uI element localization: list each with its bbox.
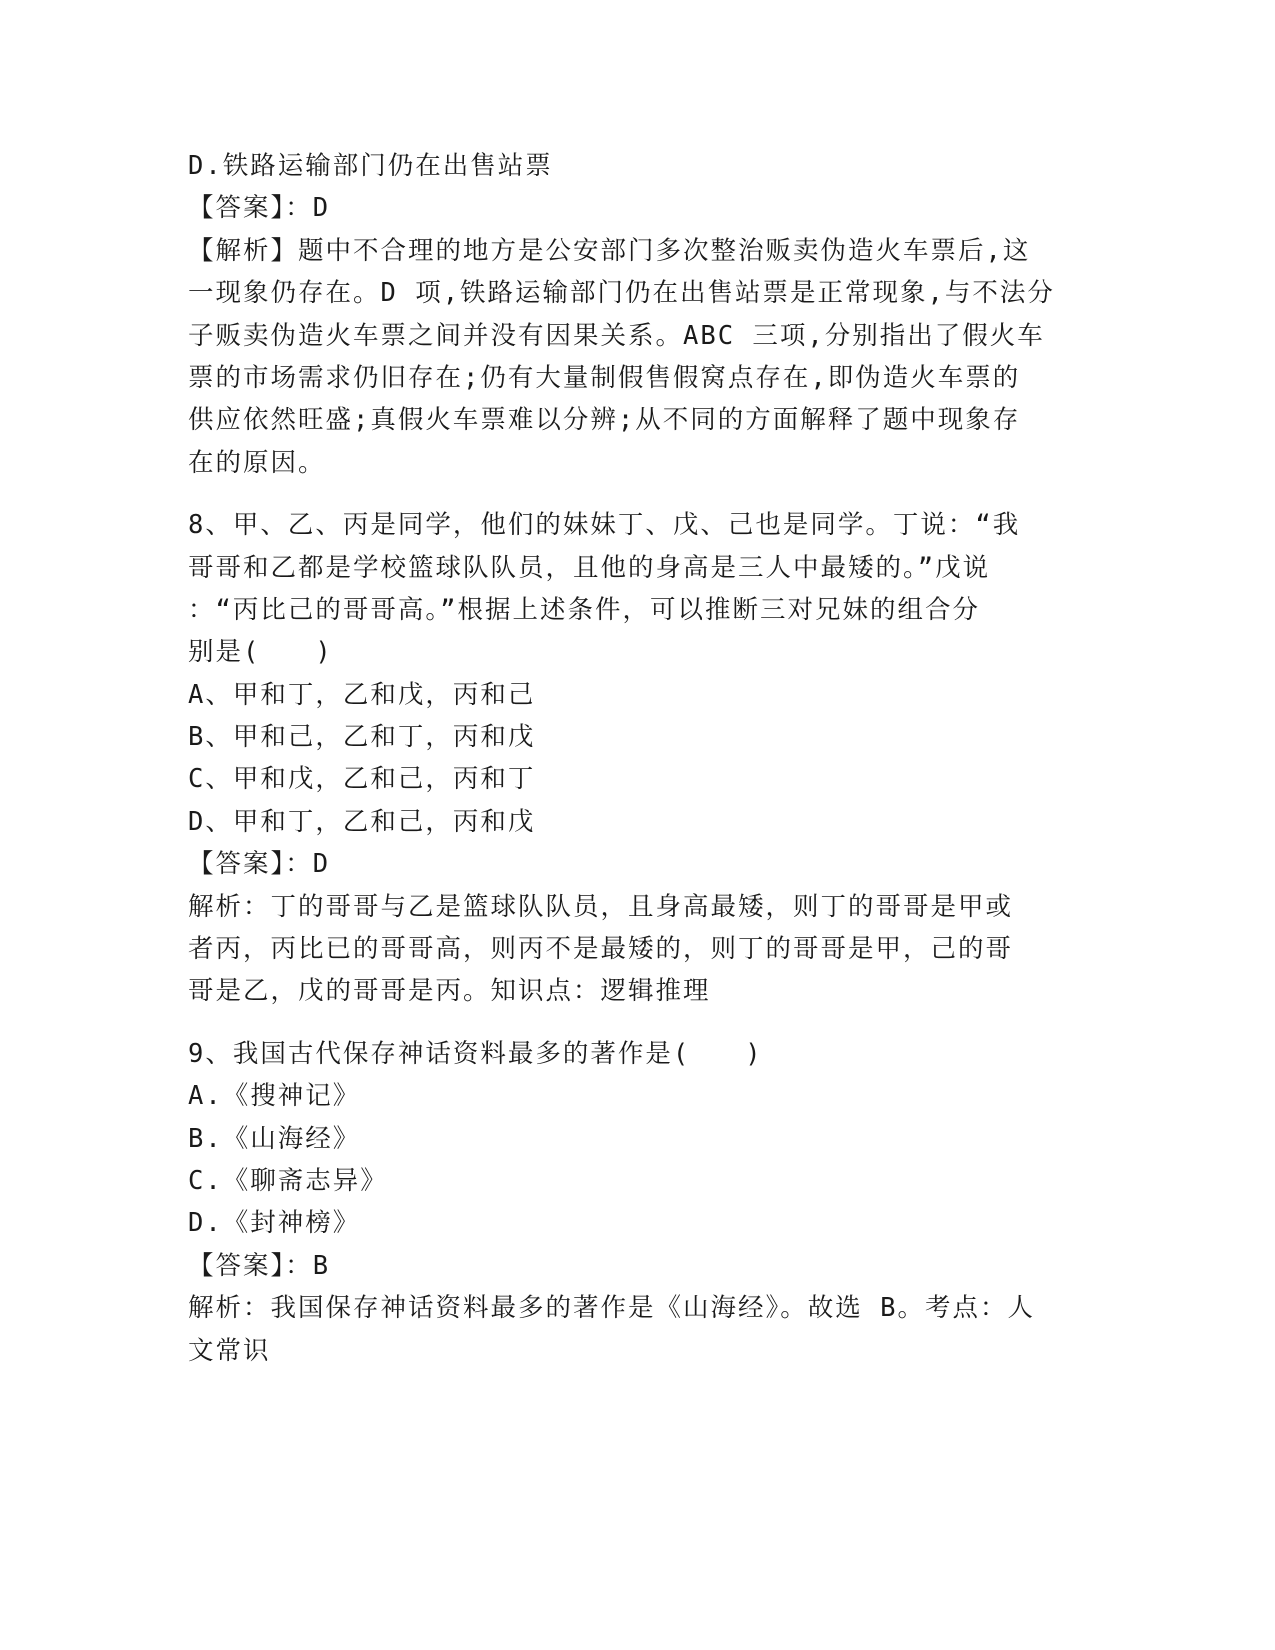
q9-option-b: B.《山海经》 <box>188 1123 361 1154</box>
q9-option-c: C.《聊斋志异》 <box>188 1165 388 1196</box>
q8-option-d: D、甲和丁，乙和己，丙和戊 <box>188 806 536 837</box>
q8-stem-line: 哥哥和乙都是学校篮球队队员，且他的身高是三人中最矮的。”戊说 <box>188 552 991 583</box>
q8-stem-line: 别是( ) <box>188 637 333 668</box>
q7-analysis-line: 在的原因。 <box>188 447 326 478</box>
question-spacer <box>188 484 1088 504</box>
question-9 <box>188 1033 1088 1372</box>
q8-analysis <box>188 886 1088 1013</box>
question-8 <box>188 504 1088 1013</box>
q9-options <box>188 1075 1088 1245</box>
q9-analysis-line: 文常识 <box>188 1335 271 1366</box>
q9-analysis <box>188 1287 1088 1372</box>
q7-analysis-line: 一现象仍存在。D 项,铁路运输部门仍在出售站票是正常现象,与不法分 <box>188 278 1055 309</box>
question-7 <box>188 145 1088 484</box>
q7-analysis-line: 供应依然旺盛;真假火车票难以分辨;从不同的方面解释了题中现象存 <box>188 405 1021 436</box>
document-page <box>188 145 1088 1372</box>
q8-options <box>188 674 1088 844</box>
q8-analysis-line: 者丙，丙比已的哥哥高，则丙不是最矮的，则丁的哥哥是甲，己的哥 <box>188 934 1014 965</box>
q9-answer: 【答案】：B <box>188 1250 331 1281</box>
q8-stem <box>188 504 1088 674</box>
q9-stem: 9、我国古代保存神话资料最多的著作是( ) <box>188 1038 763 1069</box>
q7-answer: 【答案】：D <box>188 193 331 224</box>
q8-answer: 【答案】：D <box>188 849 331 880</box>
q8-option-a: A、甲和丁，乙和戊，丙和己 <box>188 679 536 710</box>
question-spacer <box>188 1013 1088 1033</box>
q8-analysis-line: 哥是乙，戊的哥哥是丙。知识点：逻辑推理 <box>188 976 711 1007</box>
q7-analysis-line: 子贩卖伪造火车票之间并没有因果关系。ABC 三项,分别指出了假火车 <box>188 320 1045 351</box>
q7-analysis <box>188 230 1088 484</box>
q7-analysis-line: 票的市场需求仍旧存在;仍有大量制假售假窝点存在,即伪造火车票的 <box>188 362 1021 393</box>
q8-stem-line: 8、甲、乙、丙是同学，他们的妹妹丁、戊、己也是同学。丁说：“我 <box>188 510 1021 541</box>
q9-analysis-line: 解析：我国保存神话资料最多的著作是《山海经》。故选 B。考点：人 <box>188 1293 1035 1324</box>
q8-option-c: C、甲和戊，乙和己，丙和丁 <box>188 764 536 795</box>
q9-option-a: A.《搜神记》 <box>188 1081 361 1112</box>
q9-option-d: D.《封神榜》 <box>188 1208 361 1239</box>
q7-analysis-line: 【解析】题中不合理的地方是公安部门多次整治贩卖伪造火车票后,这 <box>188 235 1031 266</box>
q8-stem-line: ：“丙比己的哥哥高。”根据上述条件，可以推断三对兄妹的组合分 <box>188 594 980 625</box>
q8-option-b: B、甲和己，乙和丁，丙和戊 <box>188 722 536 753</box>
q7-option-d: D.铁路运输部门仍在出售站票 <box>188 151 553 181</box>
q8-analysis-line: 解析：丁的哥哥与乙是篮球队队员，且身高最矮，则丁的哥哥是甲或 <box>188 891 1014 922</box>
